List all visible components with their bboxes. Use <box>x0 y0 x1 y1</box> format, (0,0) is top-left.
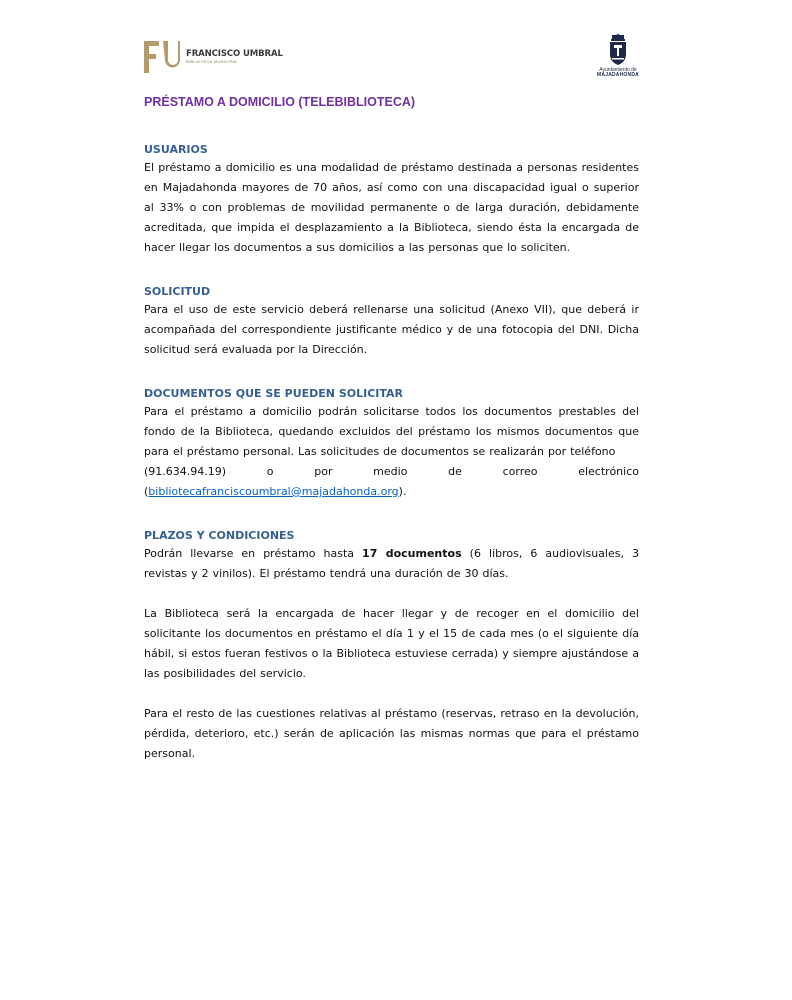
spacer <box>144 360 639 386</box>
ayuntamiento-line2: MAJADAHONDA <box>597 72 639 78</box>
email-link[interactable]: bibliotecafranciscoumbral@majadahonda.org <box>148 485 399 498</box>
plazos-paragraph-2: La Biblioteca será la encargada de hacer llegar y de recoger en el domicilio del solicitante los documentos en préstamo el día 1 y el 15 de cada mes (o el siguiente día hábil, si estos fueran festivos o la Biblioteca estuviese cerrada) y siempre ajustándose a las posibilidades del servicio. <box>144 607 639 680</box>
ayuntamiento-logo <box>594 34 642 79</box>
document-body <box>144 94 639 764</box>
documentos-text-main: Para el préstamo a domicilio podrán solicitarse todos los documentos prestables del fondo de la Biblioteca, quedando excluidos del préstamo los mismos documentos que para el préstamo personal. Las solicitudes de documentos se realizarán por teléfono <box>144 405 639 458</box>
spacer <box>144 258 639 284</box>
section-solicitud <box>144 284 639 360</box>
logo-text-block <box>186 50 283 65</box>
solicitud-text: Para el uso de este servicio deberá rellenarse una solicitud (Anexo VII), que deberá ir acompañada del correspondiente justificante médico y de una fotocopia del DNI. Dicha solicitud será evaluada por la Dirección. <box>144 303 639 356</box>
ayuntamiento-line1: Ayuntamiento de <box>599 67 637 73</box>
section-plazos <box>144 528 639 764</box>
logo-name: FRANCISCO UMBRAL <box>186 48 283 59</box>
close-paren: ). <box>398 485 407 498</box>
usuarios-text: El préstamo a domicilio es una modalidad de préstamo destinada a personas residentes en Majadahonda mayores de 70 años, así como con una discapacidad igual o superior al 33% o con problemas de movilidad permanente o de larga duración, debidamente acreditada, que impida el desplazamiento a la Biblioteca, siendo ésta la encargada de hacer llegar los documentos a sus domicilios a las personas que lo soliciten. <box>144 161 639 254</box>
spacer <box>144 502 639 528</box>
documentos-text <box>144 402 639 502</box>
plazos-paragraph-1 <box>144 544 639 584</box>
plazos-p1-bold: 17 documentos <box>362 547 462 560</box>
open-paren: ( <box>144 485 149 498</box>
plazos-paragraph-3: Para el resto de las cuestiones relativas al préstamo (reservas, retraso en la devolución, pérdida, deterioro, etc.) serán de aplicación las mismas normas que para el préstamo personal. <box>144 707 639 760</box>
fu-logo-mark-icon <box>144 41 180 73</box>
section-usuarios <box>144 142 639 258</box>
section-documentos <box>144 386 639 502</box>
documentos-phone-line: (91.634.94.19) o por medio de correo electrónico <box>144 465 639 478</box>
section-heading-usuarios: USUARIOS <box>144 143 208 156</box>
section-heading-solicitud: SOLICITUD <box>144 285 211 298</box>
plazos-p1-before: Podrán llevarse en préstamo hasta <box>144 547 363 560</box>
logo-subtitle: BIBLIOTECA MUNICIPAL <box>186 59 238 65</box>
spacer <box>144 684 639 704</box>
section-heading-plazos: PLAZOS Y CONDICIONES <box>144 529 295 542</box>
crest-icon <box>607 34 629 66</box>
section-heading-documentos: DOCUMENTOS QUE SE PUEDEN SOLICITAR <box>144 387 404 400</box>
francisco-umbral-logo <box>144 41 283 73</box>
plazos-p1-after: (6 libros, 6 audiovisuales, 3 revistas y 2 vinilos). El préstamo tendrá una duración de 30 días. <box>144 547 639 580</box>
spacer <box>144 584 639 604</box>
document-title: PRÉSTAMO A DOMICILIO (TELEBIBLIOTECA) <box>144 95 416 109</box>
